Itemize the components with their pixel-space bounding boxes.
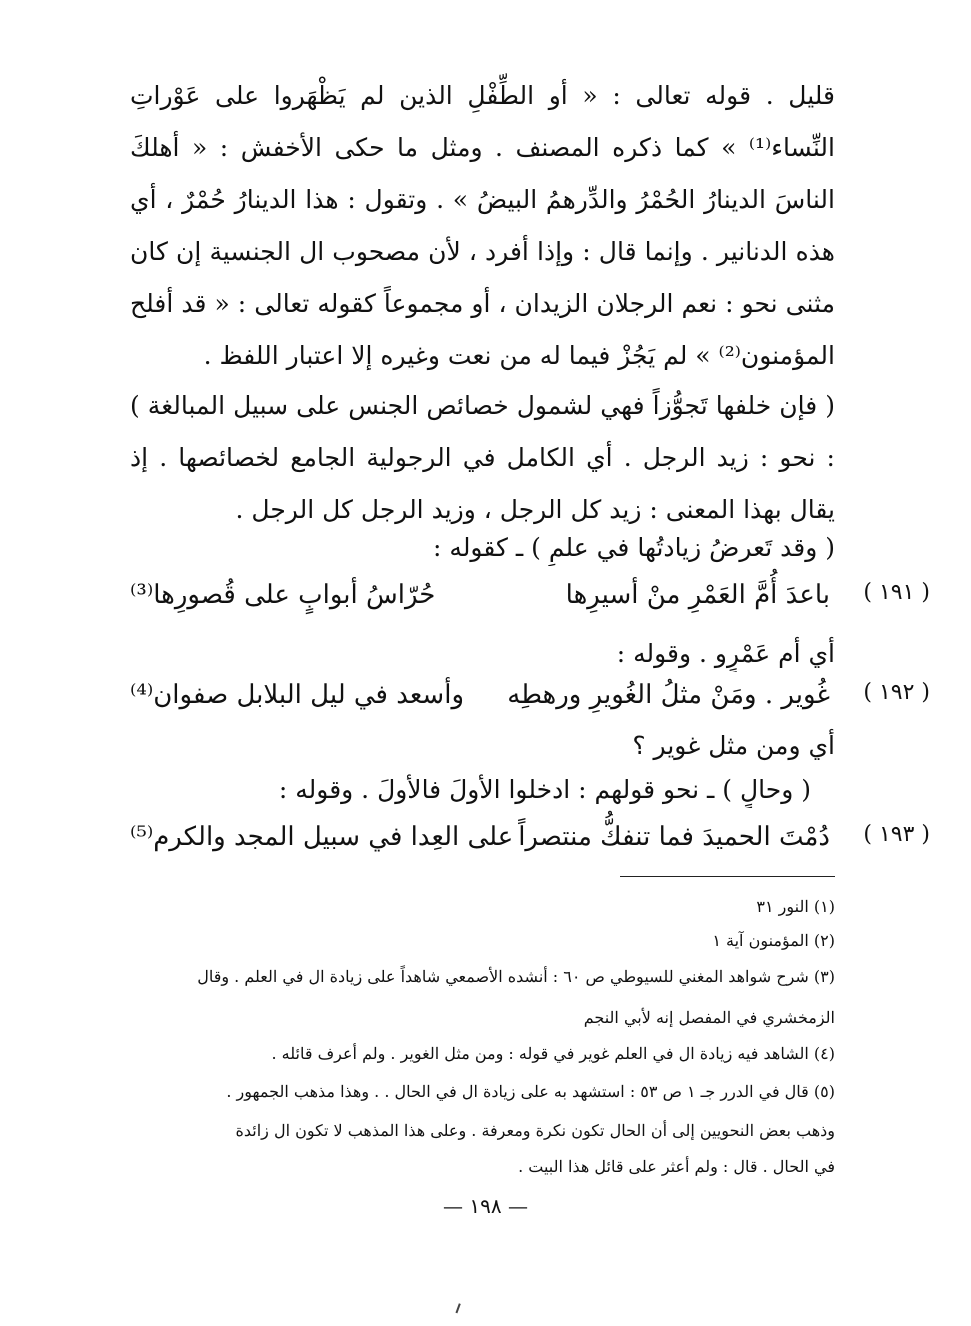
paragraph-definite-article-genus: قليل . قوله تعالى : « أو الطِّفْلِ الذين لم يَظْهَروا على عَوْراتِ النِّساء⁽¹⁾ » كما ذكره المصنف . ومثل ما حكى الأخفش : « أهلكَ الناسَ الدينارُ الحُمْرُ والدِّرهمُ البيضُ » . وتقول : هذا الدينارُ حُمْرٌ ، أي هذه الدنانير . وإنما قال : وإذا أفرد ، لأن مصحوب ال الجنسية إن كان مثنى نحو : نعم الرجلان الزيدان ، أو مجموعاً كقوله تعالى : « قد أفلح المؤمنون⁽²⁾ » لم يَجُزْ فيما له من نعت وغيره إلا اعتبار اللفظ . [130, 81, 835, 370]
line-addition-in-proper-noun: ( وقد تَعرضُ زيادتُها في علمٍ ) ـ كقوله : [433, 533, 835, 562]
verse-first-hemistich: باعدَ أُمَّ العَمْرِ منْ أسيرِها [565, 580, 830, 610]
footnote-1: (١) النور ٣١ [756, 897, 835, 916]
footnote-5-line-2: وذهب بعض النحويين إلى أن الحال تكون نكرة ومعرفة . وعلى هذا المذهب لا تكون ال زائدة [235, 1121, 835, 1140]
paragraph-figurative-use: ( فإن خلفها تَجوُّزاً فهي لشمول خصائص الجنس على سبيل المبالغة ) : نحو : زيد الرجل . أي الكامل في الرجولية الجامع لخصائصها . إذ يقال بهذا المعنى : زيد كل الرجل ، وزيد الرجل كل الرجل . [130, 391, 835, 524]
footnote-5-line-1: (٥) قال في الدرر جـ ١ ص ٥٣ : استشهد به على زيادة ال في الحال . . وهذا مذهب الجمهور . [226, 1082, 835, 1101]
verse-191 [130, 580, 930, 626]
footnote-3-line-2: الزمخشري في المفصل إنه لأبي النجم [583, 1008, 835, 1027]
verse-first-hemistich: دُمْتَ الحميدَ فما تنفكُّ منتصراً [518, 822, 830, 852]
scan-speck [455, 1303, 464, 1314]
verse-192 [130, 680, 930, 726]
page-number: — ١٩٨ — [443, 1194, 528, 1218]
verse-number: ( ١٩٣ ) [863, 822, 930, 847]
footnote-4: (٤) الشاهد فيه زيادة ال في العلم غوير في قوله : ومن مثل الغوير . ولم أعرف قائله . [271, 1044, 835, 1063]
footnote-2: (٢) المؤمنون آية ١ [712, 931, 835, 950]
verse-second-hemistich: وأسعد في ليل البلابل صفوان⁽⁴⁾ [130, 680, 464, 710]
line-verse-191-gloss: أي أم عَمْرٍو . وقوله : [616, 639, 835, 668]
line-addition-in-circumstantial: ( وحالٍ ) ـ نحو قولهم : ادخلوا الأولَ فالأولَ . وقوله : [278, 775, 811, 804]
verse-193 [130, 822, 930, 868]
footnote-5-line-3: في الحال . قال : ولم أعثر على قائل هذا البيت . [518, 1157, 835, 1176]
verse-number: ( ١٩١ ) [863, 580, 930, 605]
footnote-separator [620, 876, 835, 877]
verse-second-hemistich: على العِدا في سبيل المجد والكرم⁽⁵⁾ [130, 822, 514, 852]
verse-number: ( ١٩٢ ) [863, 680, 930, 705]
verse-first-hemistich: غُوير . ومَنْ مثلُ الغُويرِ ورهطِه [507, 680, 830, 710]
footnote-3-line-1: (٣) شرح شواهد المغني للسيوطي ص ٦٠ : أنشده الأصمعي شاهداً على زيادة ال في العلم . وقال [197, 967, 835, 986]
verse-second-hemistich: حُرّاسُ أبوابٍ على قُصورِها⁽³⁾ [130, 580, 436, 610]
line-verse-192-gloss: أي ومن مثل غوير ؟ [632, 731, 835, 760]
